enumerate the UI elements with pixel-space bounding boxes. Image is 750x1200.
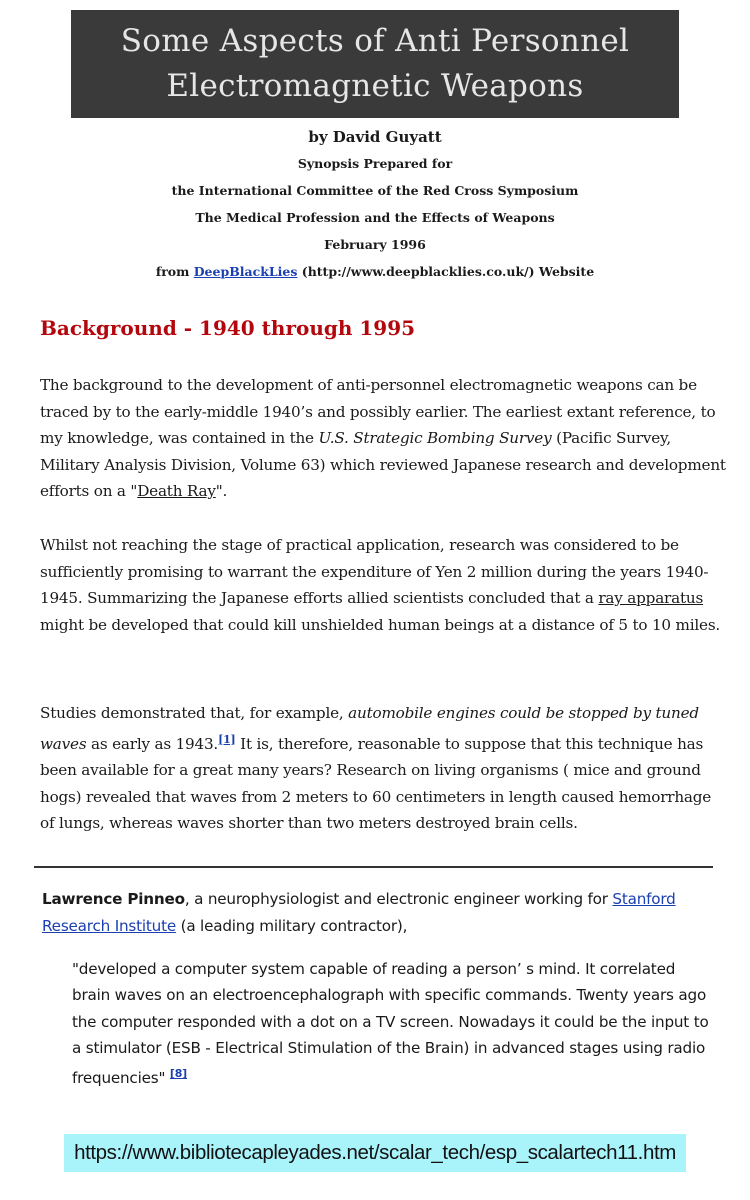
p2-text-b: might be developed that could kill unshielded human beings at a distance of 5 to 10 miles. bbox=[40, 615, 721, 634]
blockquote bbox=[72, 956, 712, 1092]
ray-apparatus-underlined: ray apparatus bbox=[598, 589, 704, 607]
source-link[interactable]: DeepBlackLies bbox=[193, 264, 298, 279]
quote-text: "developed a computer system capable of reading a person’ s mind. It correlated brain waves on an electroencephalograph with specific commands. Twenty years ago the computer responded with a dot on a TV screen. Nowadays it could be the input to a stimulator (ESB - Electrical Stimulation of the Brain) in advanced stages using radio frequencies" bbox=[72, 960, 709, 1088]
p1-italic: U.S. Strategic Bombing Survey bbox=[318, 429, 552, 447]
source-url: https://www.bibliotecapleyades.net/scalar_tech/esp_scalartech11.htm bbox=[74, 1141, 676, 1164]
p1-text-b: (Pacific Survey, Military Analysis Division, Volume 63) which reviewed Japanese research and development efforts on a " bbox=[40, 429, 726, 500]
from-prefix: from bbox=[155, 264, 194, 279]
date-line: February 1996 bbox=[324, 237, 426, 252]
section-heading: Background - 1940 through 1995 bbox=[40, 316, 416, 340]
quote-intro-b: (a leading military contractor), bbox=[175, 917, 408, 935]
source-line bbox=[0, 258, 750, 285]
author-name: David Guyatt bbox=[332, 128, 442, 146]
section-divider bbox=[34, 866, 713, 868]
title-banner bbox=[71, 10, 679, 118]
paragraph-3 bbox=[40, 700, 730, 837]
title-line-1: Some Aspects of Anti Personnel bbox=[120, 23, 630, 59]
footnote-ref-8[interactable]: [8] bbox=[169, 1067, 187, 1081]
p3-italic: automobile engines could be stopped by tuned waves bbox=[40, 704, 699, 753]
p1-text-a: The background to the development of anti-personnel electromagnetic weapons can be traced by to the early-middle 1940’s and possibly earlier. The earliest extant reference, to my knowledge, was contained in the bbox=[40, 376, 716, 447]
death-ray-underlined: Death Ray bbox=[137, 482, 216, 500]
synopsis-line: Synopsis Prepared for bbox=[297, 156, 453, 171]
footnote-ref-1[interactable]: [1] bbox=[218, 732, 236, 746]
stanford-link[interactable]: Stanford Research Institute bbox=[42, 890, 676, 935]
byline-prefix: by bbox=[308, 128, 333, 146]
paragraph-2 bbox=[40, 532, 730, 638]
paragraph-1 bbox=[40, 372, 730, 505]
title-line-2: Electromagnetic Weapons bbox=[166, 68, 584, 104]
quote-intro bbox=[42, 886, 732, 940]
source-suffix: (http://www.deepblacklies.co.uk/) Website bbox=[297, 264, 595, 279]
p1-text-c: ". bbox=[215, 482, 228, 500]
p3-text-b: as early as 1943. bbox=[86, 734, 219, 753]
author-line bbox=[0, 124, 750, 150]
p3-text-c: It is, therefore, reasonable to suppose that this technique has been available for a great many years? Research on living organisms ( mice and ground hogs) revealed that waves from 2 meters to 60 centimeters in length caused hemorrhage of lungs, whereas waves shorter than two meters destroyed brain cells. bbox=[40, 734, 712, 833]
p3-text-a: Studies demonstrated that, for example, bbox=[40, 704, 349, 722]
p2-text-a: Whilst not reaching the stage of practical application, research was considered to be sufficiently promising to warrant the expenditure of Yen 2 million during the years 1940-1945. Summarizing the Japanese efforts allied scientists concluded that a bbox=[40, 536, 709, 607]
quote-intro-a: , a neurophysiologist and electronic engineer working for bbox=[184, 890, 613, 908]
byline-block bbox=[0, 124, 750, 285]
committee-line: the International Committee of the Red Cross Symposium bbox=[171, 183, 579, 198]
symposium-line: The Medical Profession and the Effects of Weapons bbox=[195, 210, 555, 225]
quote-person: Lawrence Pinneo bbox=[42, 890, 185, 908]
source-url-banner bbox=[64, 1134, 686, 1172]
